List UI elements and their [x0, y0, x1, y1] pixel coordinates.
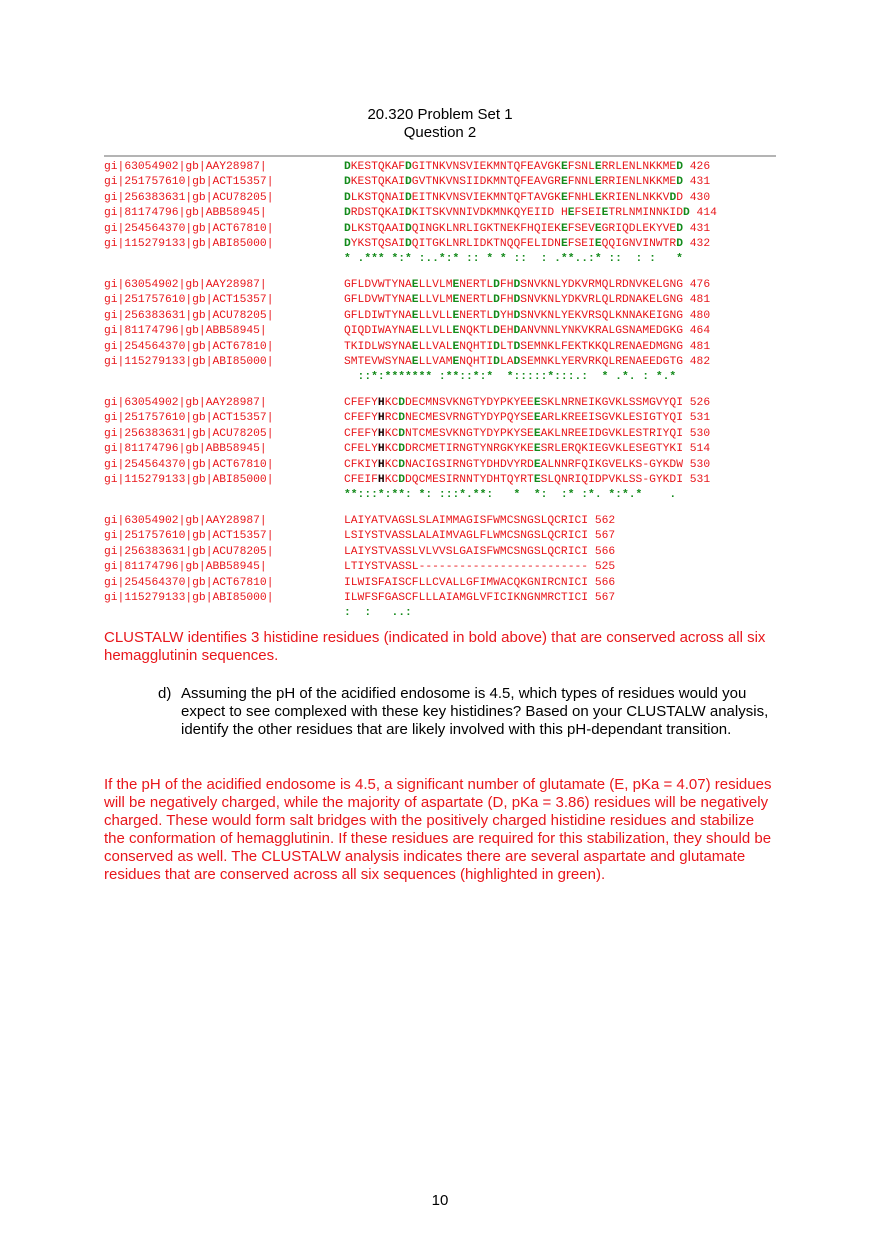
- sequence-id: gi|251757610|gb|ACT15357|: [104, 412, 274, 425]
- sequence-text: DKESTQKAIDGVTNKVNSIIDKMNTQFEAVGREFNNLERRIENLNKKMED 431: [344, 176, 711, 189]
- sequence-id: gi|251757610|gb|ACT15357|: [104, 294, 274, 307]
- conserved-residue: D: [344, 222, 351, 235]
- sequence-text: QIQDIWAYNAELLVLLENQKTLDEHDANVNNLYNKVKRALGSNAMEDGKG 464: [344, 325, 711, 338]
- conserved-residue: D: [676, 176, 683, 189]
- alignment-row: [104, 175, 776, 190]
- alignment-row: [104, 340, 776, 355]
- sequence-id: gi|115279133|gb|ABI85000|: [104, 237, 274, 250]
- alignment-row: [104, 442, 776, 457]
- conserved-residue: D: [405, 176, 412, 189]
- alignment-row: [104, 309, 776, 324]
- conserved-residue: E: [533, 427, 541, 440]
- conserved-residue: E: [533, 397, 541, 409]
- sequence-text: LSIYSTVASSLALAIMVAGLFLWMCSNGSLQCRICI 567: [344, 530, 616, 543]
- sequence-id: gi|63054902|gb|AAY28987|: [104, 515, 267, 527]
- conserved-residue: D: [683, 207, 690, 220]
- conserved-residue: D: [344, 237, 351, 250]
- alignment-row: [104, 324, 776, 339]
- conserved-residue: E: [533, 473, 541, 486]
- alignment-row: [104, 458, 776, 473]
- answer-c-text: CLUSTALW identifies 3 histidine residues (indicated in bold above) that are conserved across all six hemagglutinin sequences.: [104, 629, 766, 664]
- consensus-line: * .*** *:* :..*:* :: * * :: : .**..:* :: : : *: [344, 253, 683, 266]
- conserved-residue: D: [493, 294, 500, 307]
- conserved-histidine: H: [377, 397, 385, 409]
- consensus-line: **:::*:**: *: :::*.**: * *: :* :*. *:*.* .: [344, 489, 677, 502]
- sequence-text: DRDSTQKAIDKITSKVNNIVDKMNKQYEIID HEFSEIETRLNMINNKIDD 414: [344, 207, 717, 220]
- alignment-row: [104, 591, 776, 606]
- alignment-row: [104, 529, 776, 544]
- page-number: 10: [431, 1192, 449, 1209]
- conserved-residue: E: [452, 340, 460, 353]
- alignment-row: [104, 427, 776, 442]
- conserved-residue: D: [344, 176, 351, 189]
- sequence-id: gi|256383631|gb|ACU78205|: [104, 545, 274, 558]
- conserved-residue: D: [513, 294, 521, 307]
- conserved-residue: D: [405, 237, 412, 250]
- sequence-id: gi|256383631|gb|ACU78205|: [104, 191, 274, 204]
- alignment-row: [104, 396, 776, 411]
- conserved-residue: E: [533, 412, 541, 425]
- conserved-residue: D: [398, 397, 406, 409]
- conserved-residue: E: [411, 279, 419, 291]
- conserved-residue: E: [594, 161, 602, 173]
- sequence-id: gi|81174796|gb|ABB58945|: [104, 325, 267, 338]
- conserved-residue: E: [411, 340, 419, 353]
- sequence-text: CFKIYHKCDNACIGSIRNGTYDHDVYRDEALNNRFQIKGVELKS-GYKDW 530: [344, 458, 711, 471]
- alignment-row: [104, 355, 776, 370]
- conserved-residue: D: [398, 473, 406, 486]
- conserved-residue: D: [405, 161, 412, 173]
- alignment-row: [104, 206, 776, 221]
- conserved-residue: D: [513, 355, 521, 368]
- sequence-id: gi|115279133|gb|ABI85000|: [104, 591, 274, 604]
- consensus-line: ::*:******* :**::*:* *:::::*:::.: * .*. : *.*: [344, 371, 677, 384]
- sequence-id: gi|256383631|gb|ACU78205|: [104, 427, 274, 440]
- sequence-text: CFEIFHKCDDQCMESIRNNTYDHTQYRTESLQNRIQIDPVKLSS-GYKDI 531: [344, 473, 711, 486]
- sequence-id: gi|81174796|gb|ABB58945|: [104, 561, 267, 574]
- alignment-row: [104, 222, 776, 237]
- consensus-row: [104, 606, 776, 621]
- conserved-residue: E: [411, 294, 419, 307]
- alignment-row: [104, 560, 776, 575]
- conserved-residue: D: [513, 309, 521, 322]
- conserved-residue: D: [513, 340, 521, 353]
- sequence-id: gi|63054902|gb|AAY28987|: [104, 161, 267, 173]
- alignment-block-4: [104, 514, 776, 622]
- conserved-residue: E: [452, 309, 460, 322]
- conserved-residue: D: [398, 412, 406, 425]
- header-rule: [104, 155, 776, 157]
- conserved-residue: E: [452, 294, 460, 307]
- sequence-text: ILWISFAISCFLLCVALLGFIMWACQKGNIRCNICI 566: [344, 576, 616, 589]
- conserved-residue: E: [594, 191, 602, 204]
- question-d-label: d): [158, 685, 172, 702]
- conserved-residue: D: [676, 161, 683, 173]
- consensus-row: [104, 488, 776, 503]
- sequence-id: gi|254564370|gb|ACT67810|: [104, 340, 274, 353]
- conserved-histidine: H: [377, 412, 385, 425]
- conserved-residue: E: [594, 222, 602, 235]
- alignment-row: [104, 278, 776, 293]
- conserved-residue: E: [601, 207, 609, 220]
- conserved-residue: E: [533, 458, 541, 471]
- alignment-row: [104, 191, 776, 206]
- sequence-text: GFLDVWTYNAELLVLMENERTLDFHDSNVKNLYDKVRMQLRDNVKELGNG 476: [344, 279, 711, 291]
- question-title: Question 2: [403, 124, 477, 141]
- conserved-residue: D: [398, 458, 406, 471]
- conserved-histidine: H: [377, 427, 385, 440]
- conserved-histidine: H: [377, 443, 385, 456]
- sequence-id: gi|254564370|gb|ACT67810|: [104, 576, 274, 589]
- conserved-residue: E: [411, 325, 419, 338]
- conserved-residue: D: [493, 309, 500, 322]
- sequence-id: gi|256383631|gb|ACU78205|: [104, 309, 274, 322]
- sequence-id: gi|254564370|gb|ACT67810|: [104, 222, 274, 235]
- conserved-residue: D: [344, 161, 351, 173]
- conserved-residue: E: [594, 176, 602, 189]
- sequence-text: CFELYHKCDDRCMETIRNGTYNRGKYKEESRLERQKIEGVKLESEGTYKI 514: [344, 443, 711, 456]
- sequence-id: gi|63054902|gb|AAY28987|: [104, 279, 267, 291]
- alignment-row: [104, 293, 776, 308]
- conserved-residue: E: [452, 325, 460, 338]
- conserved-residue: D: [405, 207, 412, 220]
- conserved-residue: D: [344, 191, 351, 204]
- sequence-text: DLKSTQNAIDEITNKVNSVIEKMNTQFTAVGKEFNHLEKRIENLNKKVDD 430: [344, 191, 711, 204]
- alignment-block-3: [104, 396, 776, 504]
- conserved-residue: D: [676, 237, 683, 250]
- conserved-residue: D: [493, 340, 500, 353]
- alignment-row: [104, 576, 776, 591]
- sequence-text: LTIYSTVASSL------------------------- 525: [344, 561, 616, 574]
- conserved-histidine: H: [377, 458, 385, 471]
- conserved-residue: E: [560, 161, 568, 173]
- alignment-row: [104, 514, 776, 529]
- conserved-residue: E: [452, 279, 460, 291]
- sequence-text: GFLDIWTYNAELLVLLENERTLDYHDSNVKNLYEKVRSQLKNNAKEIGNG 480: [344, 309, 711, 322]
- sequence-text: CFEFYHKCDNTCMESVKNGTYDYPKYSEEAKLNREEIDGVKLESTRIYQI 530: [344, 427, 711, 440]
- conserved-residue: D: [405, 191, 412, 204]
- sequence-id: gi|81174796|gb|ABB58945|: [104, 443, 267, 456]
- sequence-text: CFEFYHKCDDECMNSVKNGTYDYPKYEEESKLNRNEIKGVKLSSMGVYQI 526: [344, 397, 711, 409]
- conserved-residue: D: [344, 207, 351, 220]
- conserved-residue: D: [493, 325, 500, 338]
- conserved-residue: D: [493, 355, 500, 368]
- conserved-residue: E: [560, 191, 568, 204]
- conserved-residue: E: [560, 222, 568, 235]
- sequence-text: GFLDVWTYNAELLVLMENERTLDFHDSNVKNLYDKVRLQLRDNAKELGNG 481: [344, 294, 711, 307]
- sequence-text: CFEFYHRCDNECMESVRNGTYDYPQYSEEARLKREEISGVKLESIGTYQI 531: [344, 412, 711, 425]
- sequence-text: TKIDLWSYNAELLVALENQHTIDLTDSEMNKLFEKTKKQLRENAEDMGNG 481: [344, 340, 711, 353]
- alignment-block-2: [104, 278, 776, 386]
- sequence-text: SMTEVWSYNAELLVAMENQHTIDLADSEMNKLYERVRKQLRENAEEDGTG 482: [344, 355, 711, 368]
- conserved-residue: E: [567, 207, 575, 220]
- alignment-block-1: [104, 160, 776, 268]
- sequence-id: gi|115279133|gb|ABI85000|: [104, 355, 274, 368]
- conserved-histidine: H: [377, 473, 385, 486]
- sequence-id: gi|81174796|gb|ABB58945|: [104, 207, 267, 220]
- question-d-text: Assuming the pH of the acidified endosome is 4.5, which types of residues would you expect to see complexed with these key histidines? Based on your CLUSTALW analysis, identify the other residues that are likely involved with this pH-dependant transition.: [181, 685, 769, 738]
- conserved-residue: E: [560, 176, 568, 189]
- answer-d-text: If the pH of the acidified endosome is 4.5, a significant number of glutamate (E, pKa = 4.07) residues will be negatively charged, while the majority of aspartate (D, pKa = 3.86) residues will be negatively charged. These would form salt bridges with the positively charged histidine residues and stabilize the conformation of hemagglutinin. If these residues are required for this stabilization, they should be conserved as well. The CLUSTALW analysis indicates there are several aspartate and glutamate residues that are conserved across all six sequences (highlighted in green).: [104, 776, 772, 883]
- sequence-id: gi|254564370|gb|ACT67810|: [104, 458, 274, 471]
- sequence-text: DKESTQKAFDGITNKVNSVIEKMNTQFEAVGKEFSNLERRLENLNKKMED 426: [344, 161, 711, 173]
- alignment-row: [104, 160, 776, 175]
- consensus-row: [104, 252, 776, 267]
- sequence-text: ILWFSFGASCFLLLAIAMGLVFICIKNGNMRCTICI 567: [344, 591, 616, 604]
- conserved-residue: D: [398, 427, 406, 440]
- conserved-residue: E: [411, 309, 419, 322]
- sequence-text: LAIYSTVASSLVLVVSLGAISFWMCSNGSLQCRICI 566: [344, 545, 616, 558]
- alignment-row: [104, 237, 776, 252]
- alignment-row: [104, 545, 776, 560]
- conserved-residue: D: [513, 279, 521, 291]
- sequence-text: DLKSTQAAIDQINGKLNRLIGKTNEKFHQIEKEFSEVEGRIQDLEKYVED 431: [344, 222, 711, 235]
- sequence-id: gi|251757610|gb|ACT15357|: [104, 176, 274, 189]
- conserved-residue: E: [411, 355, 419, 368]
- conserved-residue: E: [560, 237, 568, 250]
- conserved-residue: D: [513, 325, 521, 338]
- conserved-residue: D: [493, 279, 500, 291]
- sequence-id: gi|63054902|gb|AAY28987|: [104, 397, 267, 409]
- conserved-residue: D: [398, 443, 406, 456]
- sequence-id: gi|115279133|gb|ABI85000|: [104, 473, 274, 486]
- conserved-residue: E: [452, 355, 460, 368]
- conserved-residue: E: [594, 237, 602, 250]
- consensus-line: : : ..:: [344, 607, 412, 620]
- sequence-id: gi|251757610|gb|ACT15357|: [104, 530, 274, 543]
- page-header: [0, 106, 880, 142]
- alignment-row: [104, 473, 776, 488]
- conserved-residue: D: [405, 222, 412, 235]
- conserved-residue: E: [533, 443, 541, 456]
- conserved-residue: D: [676, 222, 683, 235]
- sequence-text: LAIYATVAGSLSLAIMMAGISFWMCSNGSLQCRICI 562: [344, 515, 616, 527]
- sequence-text: DYKSTQSAIDQITGKLNRLIDKTNQQFELIDNEFSEIEQQIGNVINWTRD 432: [344, 237, 711, 250]
- consensus-row: [104, 370, 776, 385]
- alignment-row: [104, 411, 776, 426]
- conserved-residue: D: [669, 191, 677, 204]
- course-title: 20.320 Problem Set 1: [367, 106, 513, 123]
